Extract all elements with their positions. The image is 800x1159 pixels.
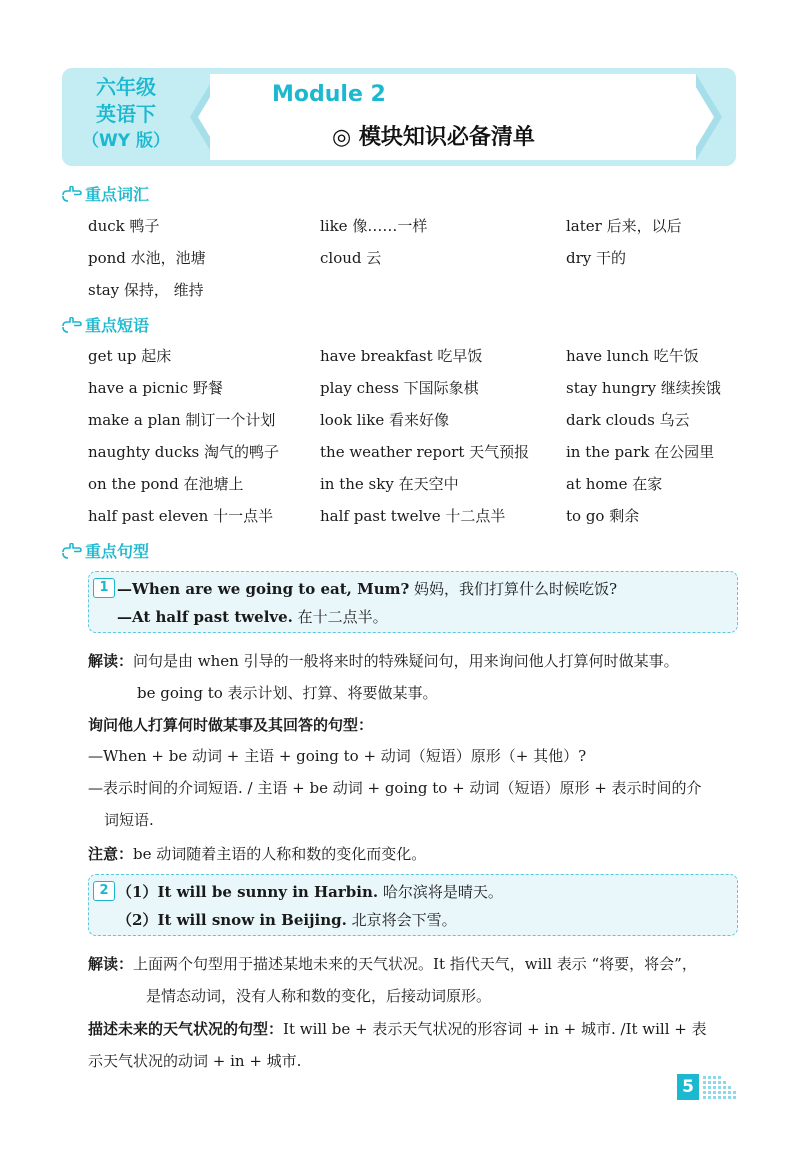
explanation-2-text-1: 上面两个句型用于描述某地未来的天气状况。It 指代天气，will 表示 “将要，将会”，	[133, 955, 697, 973]
sentence-1-question-en: —When are we going to eat, Mum?	[117, 580, 410, 598]
module-title: Module 2	[272, 82, 386, 107]
pattern-2-title: 描述未来的天气状况的句型：	[88, 1020, 284, 1038]
phrase-item: stay hungry 继续挨饿	[566, 379, 721, 397]
phrase-item: in the sky 在天空中	[320, 475, 459, 493]
sentence-box-1	[88, 571, 738, 633]
section-heading-sentences-text: 重点句型	[85, 542, 150, 561]
phrase-item: make a plan 制订一个计划	[88, 411, 276, 429]
sentence-2-line-2	[117, 909, 457, 930]
sentence-2-line-1	[117, 881, 503, 902]
pattern-1-title: 询问他人打算何时做某事及其回答的句型：	[88, 716, 374, 734]
sentence-2-line-1-en: It will be sunny in Harbin.	[157, 883, 379, 901]
pointing-hand-icon	[62, 186, 82, 202]
vocab-item: pond 水池，池塘	[88, 249, 206, 267]
vocab-item: like 像……一样	[320, 217, 428, 235]
section-heading-vocab	[62, 182, 149, 205]
pattern-1-line-1: —When + be 动词 + 主语 + going to + 动词（短语）原形（+ 其他）?	[88, 747, 587, 765]
sentence-2-line-2-en: It will snow in Beijing.	[157, 911, 347, 929]
phrase-item: half past twelve 十二点半	[320, 507, 506, 525]
sentence-2-line-2-cn: 北京将会下雪。	[346, 911, 457, 929]
checklist-title-text: 模块知识必备清单	[358, 125, 535, 150]
section-heading-phrases-text: 重点短语	[85, 316, 150, 335]
phrase-item: at home 在家	[566, 475, 663, 493]
phrase-item: look like 看来好像	[320, 411, 450, 429]
vocab-item: duck 鸭子	[88, 217, 160, 235]
phrase-item: have breakfast 吃早饭	[320, 347, 483, 365]
pattern-1-line-2: —表示时间的介词短语. / 主语 + be 动词 + going to + 动词（短语）原形 + 表示时间的介	[88, 779, 702, 797]
checklist-title	[332, 120, 535, 151]
phrase-item: get up 起床	[88, 347, 172, 365]
sentence-2-line-2-prefix: （2）	[117, 911, 158, 929]
sentence-number-badge: 2	[93, 881, 115, 901]
phrase-item: in the park 在公园里	[566, 443, 715, 461]
explanation-2-line-2: 是情态动词，没有人称和数的变化，后接动词原形。	[146, 987, 492, 1005]
phrase-item: have a picnic 野餐	[88, 379, 223, 397]
sentence-number-badge: 1	[93, 578, 115, 598]
pattern-2-line-1	[88, 1018, 707, 1039]
phrase-item: play chess 下国际象棋	[320, 379, 479, 397]
phrase-item: half past eleven 十一点半	[88, 507, 274, 525]
phrase-item: dark clouds 乌云	[566, 411, 690, 429]
phrase-item: have lunch 吃午饭	[566, 347, 699, 365]
page-number-decoration	[703, 1074, 737, 1100]
grade-line-1: 六年级	[96, 75, 156, 99]
sentence-1-question-cn: 妈妈，我们打算什么时候吃饭?	[409, 580, 618, 598]
explanation-label: 解读：	[88, 955, 134, 973]
pointing-hand-icon	[62, 317, 82, 333]
sentence-2-line-1-cn: 哈尔滨将是晴天。	[378, 883, 503, 901]
page-number: 5	[677, 1074, 699, 1100]
grade-line-2: 英语下	[96, 102, 156, 126]
circle-bullet-icon: ◎	[332, 125, 352, 150]
sentence-1-answer-cn: 在十二点半。	[292, 608, 388, 626]
pattern-1-line-3: 词短语.	[104, 811, 154, 829]
sentence-1-answer-en: —At half past twelve.	[117, 608, 293, 626]
phrase-item: the weather report 天气预报	[320, 443, 530, 461]
explanation-label: 解读：	[88, 652, 134, 670]
vocab-item: cloud 云	[320, 249, 382, 267]
pointing-hand-icon	[62, 543, 82, 559]
module-header-banner	[62, 68, 736, 166]
vocab-item: stay 保持， 维持	[88, 281, 204, 299]
grade-label	[68, 74, 184, 160]
sentence-1-question	[117, 578, 617, 599]
sentence-1-answer	[117, 606, 388, 627]
right-chevron-inner	[688, 74, 714, 160]
pattern-2-line-2: 示天气状况的动词 + in + 城市.	[88, 1052, 302, 1070]
explanation-2-line-1	[88, 953, 697, 974]
sentence-2-line-1-prefix: （1）	[117, 883, 158, 901]
section-heading-phrases	[62, 313, 149, 336]
vocab-item: dry 干的	[566, 249, 627, 267]
grade-line-3: （WY 版）	[82, 131, 170, 151]
phrase-item: on the pond 在池塘上	[88, 475, 244, 493]
note-label: 注意：	[88, 845, 134, 863]
pattern-2-text-1: It will be + 表示天气状况的形容词 + in + 城市. /It will + 表	[283, 1020, 707, 1038]
phrase-item: to go 剩余	[566, 507, 640, 525]
vocab-item: later 后来，以后	[566, 217, 682, 235]
section-heading-sentences	[62, 539, 149, 562]
phrase-item: naughty ducks 淘气的鸭子	[88, 443, 280, 461]
note-1-text: be 动词随着主语的人称和数的变化而变化。	[133, 845, 427, 863]
explanation-1-line-2: be going to 表示计划、打算、将要做某事。	[137, 684, 438, 702]
explanation-1-line-1	[88, 650, 679, 671]
note-1	[88, 843, 426, 864]
section-heading-vocab-text: 重点词汇	[85, 185, 150, 204]
explanation-1-text-1: 问句是由 when 引导的一般将来时的特殊疑问句，用来询问他人打算何时做某事。	[133, 652, 679, 670]
sentence-box-2	[88, 874, 738, 936]
